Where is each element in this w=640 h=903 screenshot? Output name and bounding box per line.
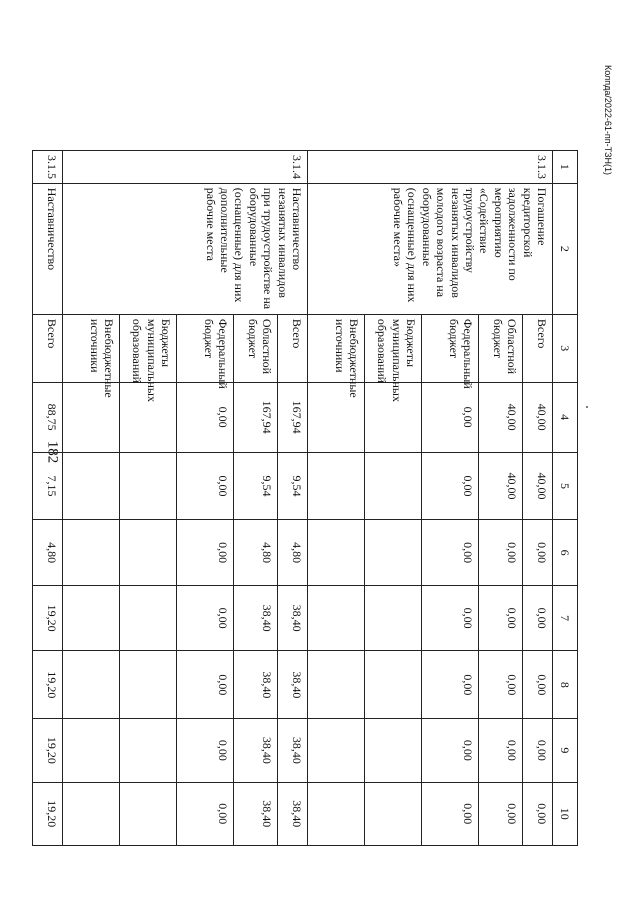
value-cell: 0,00 — [177, 719, 234, 782]
value-cell: 0,00 — [479, 719, 523, 782]
item-code: 3.1.4 — [63, 151, 308, 184]
value-cell: 38,40 — [234, 651, 278, 719]
value-cell: 0,00 — [422, 585, 479, 651]
value-cell: 38,40 — [278, 651, 308, 719]
value-cell — [63, 651, 120, 719]
value-cell: 0,00 — [523, 719, 553, 782]
value-cell — [63, 452, 120, 520]
value-cell: 0,00 — [479, 782, 523, 845]
value-cell: 0,00 — [177, 382, 234, 452]
funding-source: Бюджеты муниципальных образований — [120, 314, 177, 382]
value-cell: 0,00 — [523, 782, 553, 845]
item-name: Наставничество незанятых инвалидов при трудоустройстве на оборудованные (оснащенные) для них дополнительные рабочие места — [63, 183, 308, 314]
value-cell: 19,20 — [33, 585, 63, 651]
value-cell: 167,94 — [234, 382, 278, 452]
value-cell: 40,00 — [523, 452, 553, 520]
value-cell — [365, 651, 422, 719]
value-cell: 19,20 — [33, 651, 63, 719]
value-cell: 38,40 — [278, 585, 308, 651]
value-cell — [120, 585, 177, 651]
funding-source: Внебюджетные источники — [308, 314, 365, 382]
value-cell: 0,00 — [422, 651, 479, 719]
funding-source: Областной бюджет — [479, 314, 523, 382]
value-cell — [308, 782, 365, 845]
value-cell: 19,20 — [33, 782, 63, 845]
value-cell: 0,00 — [177, 452, 234, 520]
document-code: Колпда/2022-61-пп-ТЗН(1) — [603, 64, 613, 176]
item-code: 3.1.5 — [33, 151, 63, 184]
value-cell — [63, 719, 120, 782]
value-cell: 0,00 — [177, 651, 234, 719]
value-cell — [120, 452, 177, 520]
value-cell — [120, 651, 177, 719]
value-cell — [63, 782, 120, 845]
value-cell: 0,00 — [479, 520, 523, 586]
table-row — [278, 151, 308, 846]
table-row — [523, 151, 553, 846]
item-code: 3.1.3 — [308, 151, 553, 184]
value-cell — [365, 719, 422, 782]
value-cell — [63, 585, 120, 651]
value-cell: 4,80 — [278, 520, 308, 586]
value-cell: 0,00 — [422, 520, 479, 586]
value-cell: 9,54 — [234, 452, 278, 520]
header-cell-9: 9 — [553, 719, 578, 782]
budget-table — [32, 150, 578, 846]
value-cell: 167,94 — [278, 382, 308, 452]
value-cell — [120, 520, 177, 586]
value-cell: 38,40 — [278, 719, 308, 782]
value-cell: 0,00 — [523, 585, 553, 651]
value-cell: 40,00 — [479, 382, 523, 452]
page-number: 182 — [44, 440, 61, 464]
value-cell — [120, 782, 177, 845]
funding-source: Бюджеты муниципальных образований — [365, 314, 422, 382]
funding-source: Всего — [278, 314, 308, 382]
funding-source: Всего — [33, 314, 63, 382]
value-cell: 0,00 — [479, 651, 523, 719]
value-cell — [365, 452, 422, 520]
value-cell: 0,00 — [422, 452, 479, 520]
funding-source: Всего — [523, 314, 553, 382]
value-cell: 0,00 — [422, 382, 479, 452]
value-cell — [63, 520, 120, 586]
value-cell: 0,00 — [177, 585, 234, 651]
value-cell — [365, 782, 422, 845]
value-cell: 4,80 — [33, 520, 63, 586]
header-cell-3: 3 — [553, 314, 578, 382]
table-body — [33, 151, 578, 846]
item-name: Наставничество — [33, 183, 63, 314]
value-cell — [365, 520, 422, 586]
value-cell — [308, 719, 365, 782]
value-cell: 38,40 — [234, 719, 278, 782]
value-cell: 9,54 — [278, 452, 308, 520]
value-cell: 0,00 — [479, 585, 523, 651]
header-cell-10: 10 — [553, 782, 578, 845]
value-cell: 88,75 — [33, 382, 63, 452]
funding-source: Областной бюджет — [234, 314, 278, 382]
header-cell-7: 7 — [553, 585, 578, 651]
funding-source: Федеральный бюджет — [422, 314, 479, 382]
value-cell: 38,40 — [234, 782, 278, 845]
value-cell: 0,00 — [177, 520, 234, 586]
value-cell — [365, 585, 422, 651]
value-cell: 7,15 — [33, 452, 63, 520]
value-cell: 0,00 — [422, 782, 479, 845]
header-cell-1: 1 — [553, 151, 578, 184]
funding-source: Внебюджетные источники — [63, 314, 120, 382]
funding-source: Федеральный бюджет — [177, 314, 234, 382]
value-cell: 40,00 — [479, 452, 523, 520]
value-cell — [308, 585, 365, 651]
header-cell-2: 2 — [553, 183, 578, 314]
value-cell: 19,20 — [33, 719, 63, 782]
stray-dot — [586, 406, 588, 408]
header-cell-5: 5 — [553, 452, 578, 520]
item-name: Погашение кредиторской задолженности по мероприятию «Содействие трудоустройству незанятых инвалидов молодого возраста на оборудованные (оснащенные) для них рабочие места» — [308, 183, 553, 314]
value-cell: 38,40 — [278, 782, 308, 845]
header-row — [553, 151, 578, 846]
value-cell: 4,80 — [234, 520, 278, 586]
header-cell-6: 6 — [553, 520, 578, 586]
value-cell — [308, 520, 365, 586]
value-cell — [308, 651, 365, 719]
value-cell: 40,00 — [523, 382, 553, 452]
value-cell: 0,00 — [422, 719, 479, 782]
value-cell — [120, 719, 177, 782]
value-cell: 0,00 — [177, 782, 234, 845]
value-cell — [308, 452, 365, 520]
header-cell-8: 8 — [553, 651, 578, 719]
value-cell: 0,00 — [523, 651, 553, 719]
table-row — [33, 151, 63, 846]
value-cell: 38,40 — [234, 585, 278, 651]
header-cell-4: 4 — [553, 382, 578, 452]
value-cell: 0,00 — [523, 520, 553, 586]
